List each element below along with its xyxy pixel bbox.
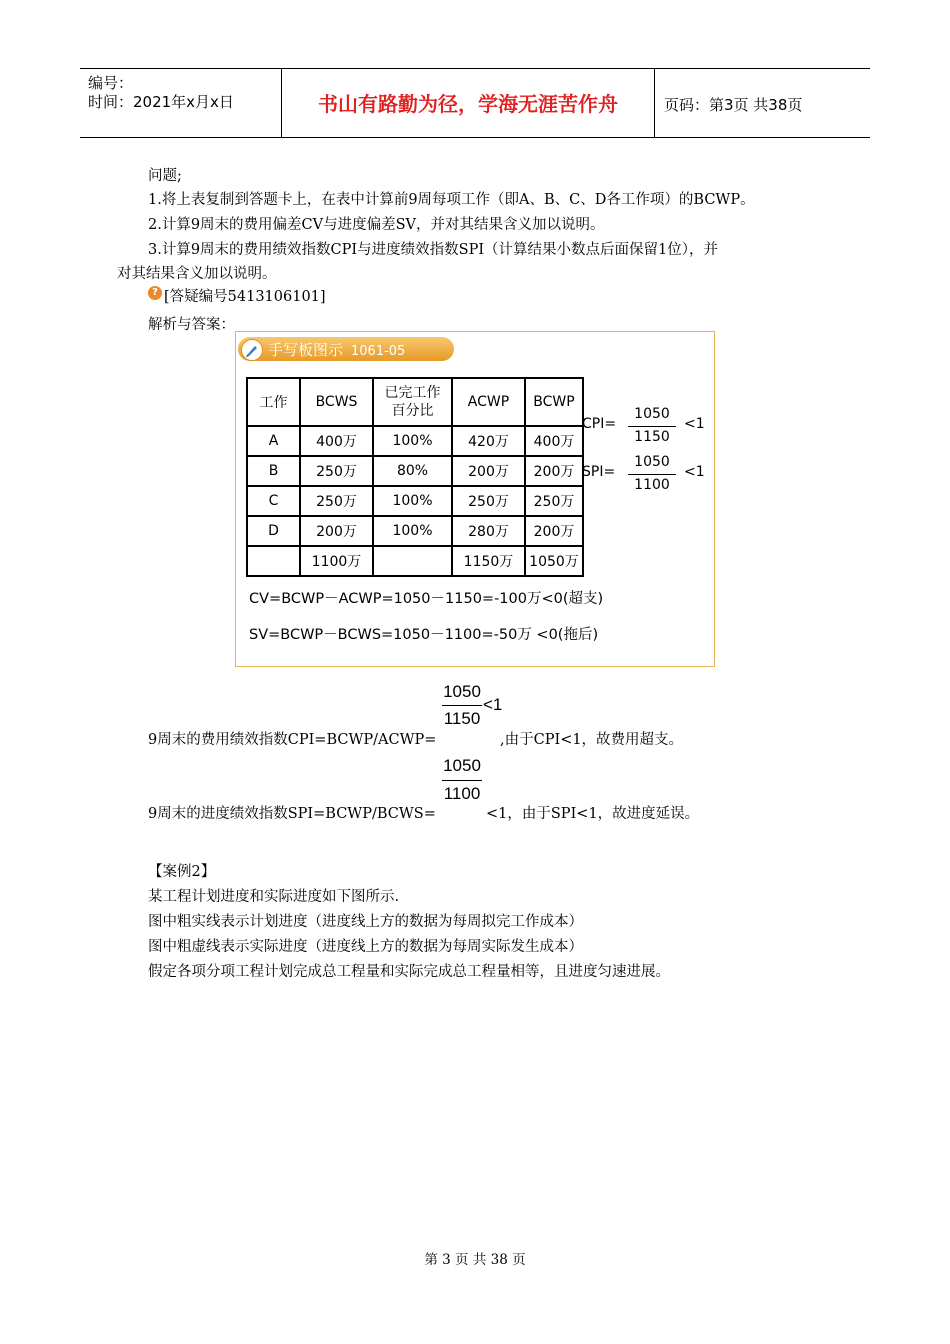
cpi-expl-numerator: 1050 [443, 682, 481, 701]
page-footer: 第 3 页 共 38 页 [424, 1252, 526, 1268]
spi-numerator: 1050 [634, 454, 670, 470]
header-motto: 书山有路勤为径，学海无涯苦作舟 [318, 92, 618, 116]
table-header-cell: BCWP [525, 378, 583, 426]
case2-line-1: 某工程计划进度和实际进度如下图所示. [148, 889, 400, 905]
table-header-cell: BCWS [300, 378, 373, 426]
cv-formula: CV=BCWP－ACWP=1050－1150=-100万<0(超支) [249, 591, 604, 607]
table-cell: 200万 [452, 456, 525, 486]
table-cell: 420万 [452, 426, 525, 456]
case2-line-2: 图中粗实线表示计划进度（进度线上方的数据为每周拟完工作成本） [148, 914, 583, 930]
table-cell [373, 546, 452, 576]
table-cell: C [247, 486, 300, 516]
spi-explanation-tail: <1，由于SPI<1，故进度延误。 [486, 806, 700, 822]
table-cell: 100% [373, 516, 452, 546]
table-header-cell: ACWP [452, 378, 525, 426]
answer-label: 解析与答案： [148, 317, 235, 333]
cpi-comparison: <1 [684, 416, 705, 432]
table-cell: 250万 [452, 486, 525, 516]
table-header-cell: 工作 [247, 378, 300, 426]
table-row [247, 516, 583, 546]
cpi-expl-tail: <1 [483, 695, 503, 714]
table-cell: 1150万 [452, 546, 525, 576]
table-row [247, 456, 583, 486]
table-cell: 1100万 [300, 546, 373, 576]
header-line-1: 已完工作 [384, 385, 441, 401]
spi-explanation-text: 9周末的进度绩效指数SPI=BCWP/BCWS= [148, 806, 436, 822]
spi-comparison: <1 [684, 464, 705, 480]
spi-fraction-bar [628, 474, 676, 475]
table-cell [247, 546, 300, 576]
table-cell: D [247, 516, 300, 546]
questions-title: 问题; [148, 168, 182, 184]
panel-banner-title [268, 339, 405, 360]
header-line-2: 百分比 [391, 403, 434, 419]
case2-title: 【案例2】 [148, 864, 216, 880]
spi-expl-fraction-bar [442, 780, 482, 781]
table-cell: A [247, 426, 300, 456]
header-number-label: 编号： [88, 74, 134, 92]
cpi-fraction-bar [628, 426, 676, 427]
cpi-denominator: 1150 [634, 429, 670, 445]
spi-denominator: 1100 [634, 477, 670, 493]
question-3-cont: 对其结果含义加以说明。 [117, 266, 277, 282]
case2-line-3: 图中粗虚线表示实际进度（进度线上方的数据为每周实际发生成本） [148, 939, 583, 955]
banner-title-text: 手写板图示 [268, 341, 344, 359]
table-cell: 200万 [300, 516, 373, 546]
case2-line-4: 假定各项分项工程计划完成总工程量和实际完成总工程量相等，且进度匀速进展。 [148, 964, 670, 980]
table-row [247, 486, 583, 516]
table-cell: 80% [373, 456, 452, 486]
cpi-label: CPI= [582, 416, 617, 432]
qa-reference: [答疑编号5413106101] [164, 289, 326, 305]
spi-expl-numerator: 1050 [443, 756, 481, 775]
table-header-cell [373, 378, 452, 426]
question-3: 3.计算9周末的费用绩效指数CPI与进度绩效指数SPI（计算结果小数点后面保留1位），并 [148, 242, 719, 258]
table-cell: 100% [373, 486, 452, 516]
table-cell: 280万 [452, 516, 525, 546]
cpi-explanation-text: 9周末的费用绩效指数CPI=BCWP/ACWP= [148, 732, 437, 748]
bcwp-table [246, 377, 584, 577]
spi-label: SPI= [582, 464, 616, 480]
table-row [247, 426, 583, 456]
header-date-label: 时间：2021年x月x日 [88, 93, 234, 111]
cpi-expl-fraction-bar [442, 705, 482, 706]
header-page-label: 页码：第3页 共38页 [664, 96, 803, 114]
cpi-expl-denominator: 1150 [443, 709, 481, 728]
question-2: 2.计算9周末的费用偏差CV与进度偏差SV，并对其结果含义加以说明。 [148, 217, 605, 233]
table-cell: 250万 [300, 456, 373, 486]
question-1: 1.将上表复制到答题卡上，在表中计算前9周每项工作（即A、B、C、D各工作项）的BCWP。 [148, 192, 755, 208]
cpi-explanation-tail: ,由于CPI<1，故费用超支。 [500, 732, 684, 748]
table-cell: 250万 [525, 486, 583, 516]
table-cell: 400万 [300, 426, 373, 456]
sv-formula: SV=BCWP－BCWS=1050－1100=-50万 <0(拖后) [249, 627, 599, 643]
table-cell: B [247, 456, 300, 486]
table-cell: 200万 [525, 516, 583, 546]
pen-icon [241, 339, 263, 361]
table-cell: 250万 [300, 486, 373, 516]
header-divider [654, 68, 655, 137]
table-cell: 1050万 [525, 546, 583, 576]
table-cell: 400万 [525, 426, 583, 456]
banner-code: 1061-05 [351, 344, 406, 359]
table-cell: 200万 [525, 456, 583, 486]
table-total-row [247, 546, 583, 576]
spi-expl-denominator: 1100 [443, 784, 481, 803]
table-header-row [247, 378, 583, 426]
table-cell: 100% [373, 426, 452, 456]
qa-help-icon[interactable]: ? [148, 286, 162, 300]
cpi-numerator: 1050 [634, 406, 670, 422]
